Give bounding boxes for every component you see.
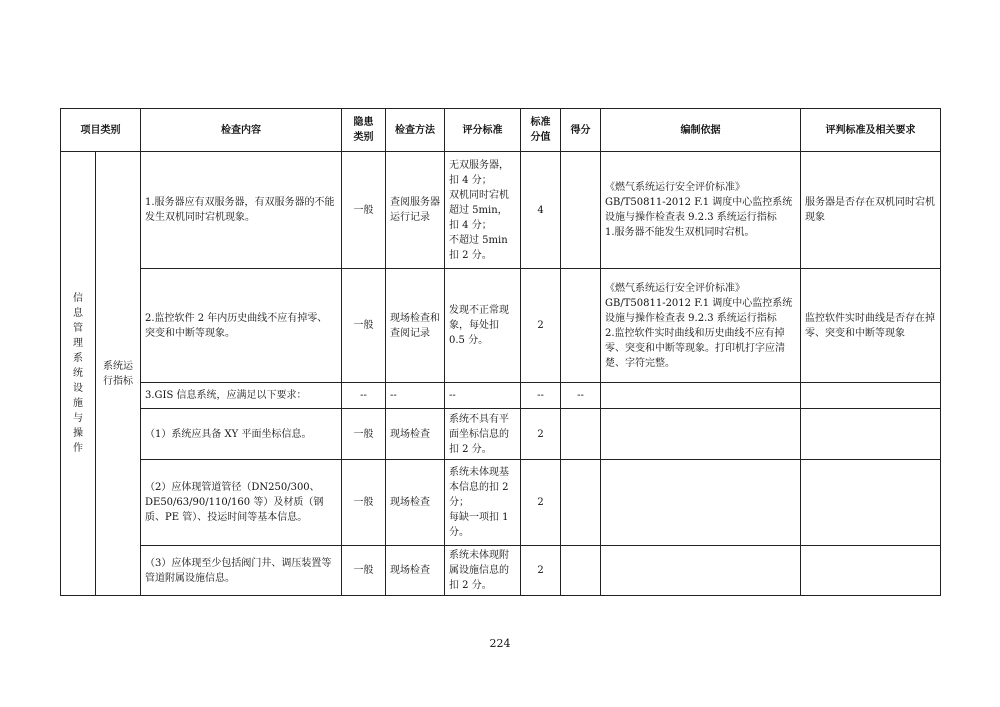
row-requirement: 服务器是否存在双机同时宕机现象 xyxy=(801,152,941,269)
header-content: 检查内容 xyxy=(141,109,342,152)
row-score xyxy=(561,409,601,460)
row-value: 2 xyxy=(521,546,561,596)
header-row xyxy=(61,109,941,152)
header-basis: 编制依据 xyxy=(601,109,801,152)
row-content: 1.服务器应有双服务器，有双服务器的不能发生双机同时宕机现象。 xyxy=(141,152,342,269)
row-value: 4 xyxy=(521,152,561,269)
row-value: -- xyxy=(521,383,561,409)
row-method: 现场检查 xyxy=(386,546,445,596)
header-score: 得分 xyxy=(561,109,601,152)
row-basis xyxy=(601,383,801,409)
header-method: 检查方法 xyxy=(386,109,445,152)
row-value: 2 xyxy=(521,460,561,546)
table-row xyxy=(61,269,941,383)
row-method: 现场检查和查阅记录 xyxy=(386,269,445,383)
inspection-table xyxy=(60,108,941,596)
header-requirement: 评判标准及相关要求 xyxy=(801,109,941,152)
table-row xyxy=(61,409,941,460)
row-score xyxy=(561,460,601,546)
header-scoring: 评分标准 xyxy=(445,109,521,152)
page-number: 224 xyxy=(489,637,511,650)
row-basis: 《燃气系统运行安全评价标准》GB/T50811-2012 F.1 调度中心监控系统设施与操作检查表 9.2.3 系统运行指标 1.服务器不能发生双机同时宕机。 xyxy=(601,152,801,269)
table-row xyxy=(61,460,941,546)
row-basis xyxy=(601,460,801,546)
row-method: 现场检查 xyxy=(386,460,445,546)
row-hazard: -- xyxy=(342,383,386,409)
row-scoring: 系统未体现基本信息的扣 2 分； 每缺一项扣 1 分。 xyxy=(445,460,521,546)
row-hazard: 一般 xyxy=(342,269,386,383)
row-scoring: 无双服务器， 扣 4 分； 双机同时宕机超过 5min，扣 4 分； 不超过 5min 扣 2 分。 xyxy=(445,152,521,269)
row-scoring: -- xyxy=(445,383,521,409)
row-value: 2 xyxy=(521,269,561,383)
row-hazard: 一般 xyxy=(342,546,386,596)
row-score xyxy=(561,269,601,383)
row-value: 2 xyxy=(521,409,561,460)
row-basis xyxy=(601,409,801,460)
category-main: 信 息 管 理 系 统 设 施 与 操 作 xyxy=(61,152,96,596)
row-content: （2）应体现管道管径（DN250/300、DE50/63/90/110/160 等）及材质（钢质、PE 管）、投运时间等基本信息。 xyxy=(141,460,342,546)
header-category: 项目类别 xyxy=(61,109,141,152)
row-scoring: 发现不正常现象，每处扣 0.5 分。 xyxy=(445,269,521,383)
row-basis xyxy=(601,546,801,596)
row-content: 3.GIS 信息系统，应满足以下要求： xyxy=(141,383,342,409)
category-sub: 系统运 行指标 xyxy=(96,152,141,596)
row-scoring: 系统不具有平面坐标信息的扣 2 分。 xyxy=(445,409,521,460)
table-row xyxy=(61,383,941,409)
row-requirement xyxy=(801,383,941,409)
row-hazard: 一般 xyxy=(342,460,386,546)
table-row xyxy=(61,152,941,269)
row-requirement xyxy=(801,409,941,460)
row-requirement: 监控软件实时曲线是否存在掉零、突变和中断等现象 xyxy=(801,269,941,383)
table-row xyxy=(61,546,941,596)
header-hazard: 隐患 类别 xyxy=(342,109,386,152)
row-hazard: 一般 xyxy=(342,152,386,269)
row-scoring: 系统未体现附属设施信息的扣 2 分。 xyxy=(445,546,521,596)
row-score xyxy=(561,546,601,596)
row-score: -- xyxy=(561,383,601,409)
row-method: 现场检查 xyxy=(386,409,445,460)
row-basis: 《燃气系统运行安全评价标准》GB/T50811-2012 F.1 调度中心监控系统设施与操作检查表 9.2.3 系统运行指标 2.监控软件实时曲线和历史曲线不应有掉零、突变和中断等现象。打印机打字应清楚、字符完整。 xyxy=(601,269,801,383)
row-hazard: 一般 xyxy=(342,409,386,460)
row-requirement xyxy=(801,546,941,596)
header-value: 标准 分值 xyxy=(521,109,561,152)
row-requirement xyxy=(801,460,941,546)
row-content: 2.监控软件 2 年内历史曲线不应有掉零、突变和中断等现象。 xyxy=(141,269,342,383)
row-method: 查阅服务器运行记录 xyxy=(386,152,445,269)
row-content: （1）系统应具备 XY 平面坐标信息。 xyxy=(141,409,342,460)
row-score xyxy=(561,152,601,269)
row-content: （3）应体现至少包括阀门井、调压装置等管道附属设施信息。 xyxy=(141,546,342,596)
row-method: -- xyxy=(386,383,445,409)
